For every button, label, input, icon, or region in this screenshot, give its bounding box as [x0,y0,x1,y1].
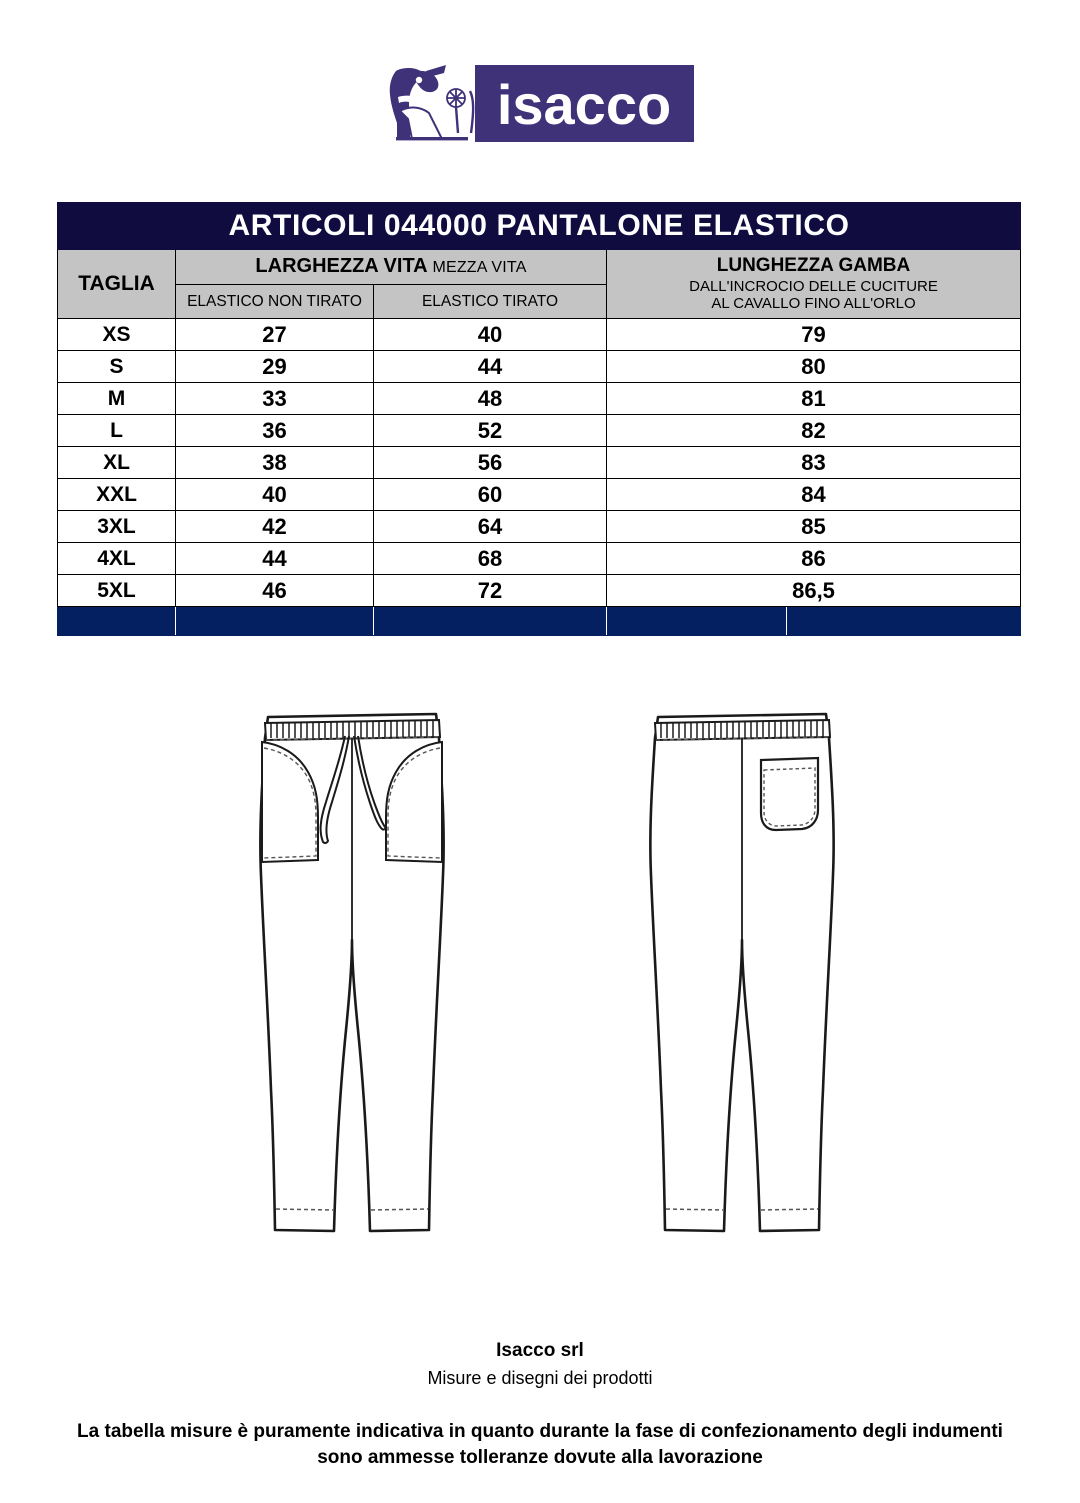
cell-leg-length: 85 [607,511,1021,543]
cell-waist-relaxed: 38 [176,447,374,479]
table-bottom-bar [58,607,1021,636]
header-mezza-vita: MEZZA VITA [432,259,527,276]
cell-waist-stretched: 40 [374,319,607,351]
cell-size: XL [58,447,176,479]
cell-size: S [58,351,176,383]
cell-leg-length: 80 [607,351,1021,383]
table-row [58,447,1021,479]
table-row [58,543,1021,575]
disclaimer-note [0,1419,1080,1470]
cell-size: XXL [58,479,176,511]
bottom-bar-cell [58,607,176,636]
header-lunghezza-gamba-line2: AL CAVALLO FINO ALL'ORLO [711,295,916,313]
cell-size: L [58,415,176,447]
company-name: Isacco srl [496,1340,584,1361]
header-elastico-non-tirato: ELASTICO NON TIRATO [176,285,374,319]
disclaimer-line-2: sono ammesse tolleranze dovute alla lavorazione [317,1446,763,1468]
cell-waist-stretched: 60 [374,479,607,511]
table-row [58,351,1021,383]
header-elastico-tirato: ELASTICO TIRATO [374,285,607,319]
cell-waist-relaxed: 44 [176,543,374,575]
product-technical-drawing [240,690,860,1260]
logo-wordmark: isacco [496,73,672,136]
cell-waist-stretched: 48 [374,383,607,415]
front-waistband [265,720,440,740]
cell-size: M [58,383,176,415]
cell-leg-length: 81 [607,383,1021,415]
cell-waist-relaxed: 40 [176,479,374,511]
header-larghezza-vita-main: LARGHEZZA VITA [255,255,427,277]
cell-size: 3XL [58,511,176,543]
disclaimer-line-1: La tabella misure è puramente indicativa in quanto durante la fase di confezionamento degli indumenti [77,1421,1003,1442]
back-patch-pocket [761,758,818,830]
cell-leg-length: 82 [607,415,1021,447]
cell-size: 5XL [58,575,176,607]
cell-waist-relaxed: 33 [176,383,374,415]
cell-leg-length: 86 [607,543,1021,575]
cell-leg-length: 84 [607,479,1021,511]
cell-leg-length: 83 [607,447,1021,479]
header-lunghezza-gamba-main: LUNGHEZZA GAMBA [716,255,911,277]
table-row [58,479,1021,511]
cell-size: 4XL [58,543,176,575]
header-lunghezza-gamba-line1: DALL'INCROCIO DELLE CUCITURE [689,277,938,295]
cell-waist-stretched: 52 [374,415,607,447]
header-taglia: TAGLIA [58,250,176,319]
footer-text-block [0,1340,1080,1470]
table-title: ARTICOLI 044000 PANTALONE ELASTICO [58,203,1021,250]
cell-leg-length: 86,5 [607,575,1021,607]
table-row [58,319,1021,351]
size-chart-table [57,202,1021,636]
table-row [58,511,1021,543]
header-larghezza-vita [176,250,607,285]
table-header-row-1 [58,250,1021,285]
cell-waist-relaxed: 36 [176,415,374,447]
cell-size: XS [58,319,176,351]
isacco-logo-svg [382,61,696,146]
pants-drawing-svg [240,690,860,1260]
header-lunghezza-gamba [607,250,1021,319]
cell-waist-stretched: 56 [374,447,607,479]
bottom-bar-cell [607,607,787,636]
bottom-bar-cell [176,607,374,636]
isacco-logo [382,61,696,146]
cell-waist-relaxed: 46 [176,575,374,607]
cell-waist-stretched: 72 [374,575,607,607]
table-title-row [58,203,1021,250]
table-row [58,415,1021,447]
bottom-bar-cell [374,607,607,636]
cell-waist-stretched: 64 [374,511,607,543]
cell-waist-relaxed: 27 [176,319,374,351]
back-waistband [655,720,830,740]
footer-subtitle: Misure e disegni dei prodotti [427,1368,653,1388]
table-row [58,383,1021,415]
table-row [58,575,1021,607]
cell-waist-stretched: 44 [374,351,607,383]
bottom-bar-cell [787,607,1021,636]
cell-waist-stretched: 68 [374,543,607,575]
cell-leg-length: 79 [607,319,1021,351]
cell-waist-relaxed: 42 [176,511,374,543]
cell-waist-relaxed: 29 [176,351,374,383]
